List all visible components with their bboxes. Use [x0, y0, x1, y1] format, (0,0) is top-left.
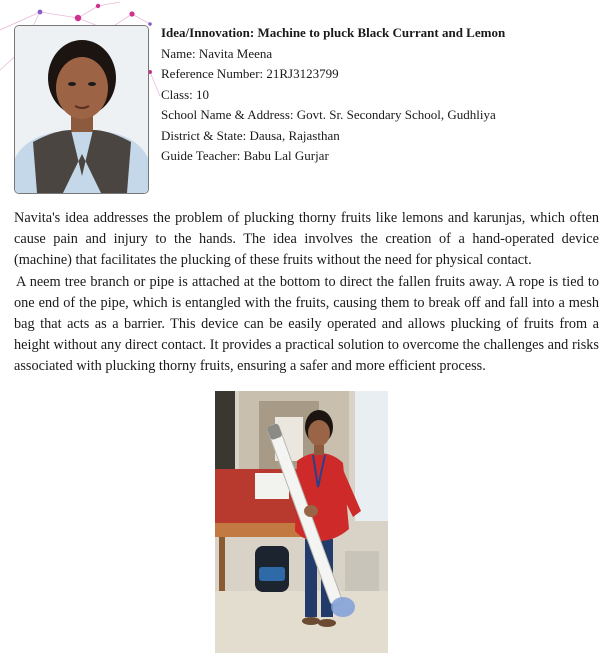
device-demonstration-photo	[215, 391, 388, 653]
district-state: District & State: Dausa, Rajasthan	[161, 127, 340, 143]
reference-number: Reference Number: 21RJ3123799	[161, 66, 339, 81]
description-paragraph-2: A neem tree branch or pipe is attached at the bottom to direct the fallen fruits away. A rope is tied to one end of the pipe, which is entangled with the fruits, causing them to break off and fall into a mesh bag that acts as a barrier. This device can be easily operated and allows plucking of fruits from a height without any direct contact. It provides a practical solution to overcome the challenges and risks associated with plucking thorny fruits, ensuring a safer and more efficient process.	[14, 273, 599, 375]
idea-title: Idea/Innovation: Machine to pluck Black Currant and Lemon	[161, 25, 506, 40]
profile-info	[161, 23, 601, 167]
device-photo-illustration	[215, 391, 388, 653]
description-paragraph-1: Navita's idea addresses the problem of plucking thorny fruits like lemons and karunjas, which often cause pain and injury to the hands. The idea involves the creation of a hand-operated device (machine) that facilitates the plucking of these fruits without the need for physical contact.	[14, 210, 599, 269]
student-class: Class: 10	[161, 86, 210, 102]
idea-description	[14, 208, 599, 378]
portrait-illustration	[15, 26, 148, 193]
guide-teacher: Guide Teacher: Babu Lal Gurjar	[161, 148, 329, 163]
student-name: Name: Navita Meena	[161, 45, 273, 61]
student-portrait	[14, 25, 149, 194]
school-name-address: School Name & Address: Govt. Sr. Secondary School, Gudhliya	[161, 107, 496, 122]
